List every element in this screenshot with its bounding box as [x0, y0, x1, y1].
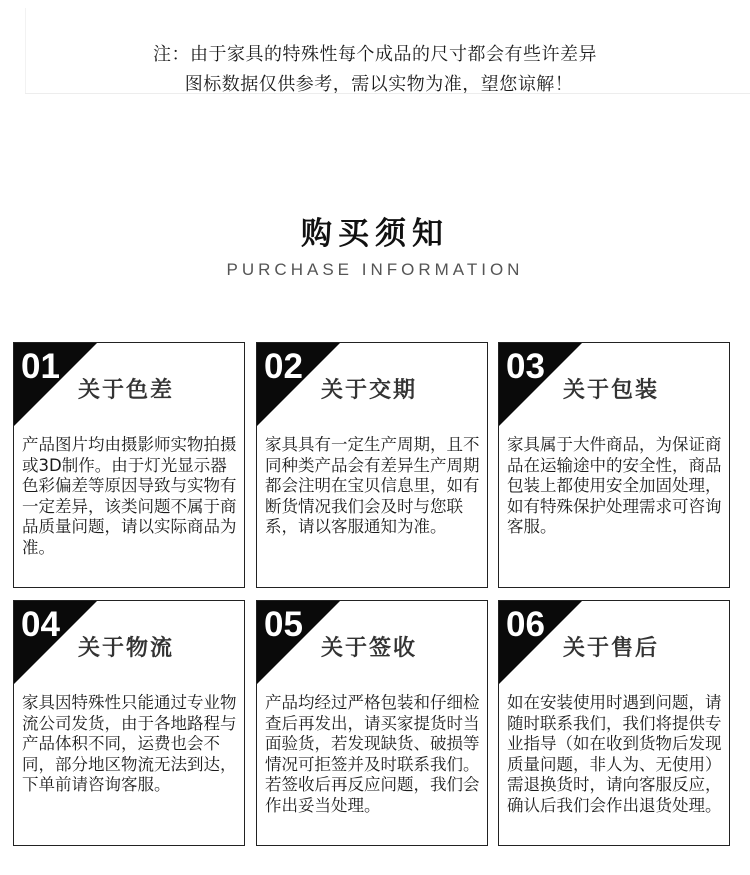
- card-heading: 关于色差: [78, 378, 175, 403]
- card-number: 06: [506, 605, 545, 644]
- card-heading: 关于物流: [78, 636, 175, 661]
- card-heading: 关于交期: [321, 378, 418, 403]
- card-text: 如在安装使用时遇到问题，请随时联系我们，我们将提供专业指导（如在收到货物后发现质量问题，非人为、无使用）需退换货时，请向客服反应，确认后我们会作出退货处理。: [507, 693, 722, 815]
- card-text: 产品图片均由摄影师实物拍摄或3D制作。由于灯光显示器色彩偏差等原因导致与实物有一定差异，该类问题不属于商品质量问题，请以实际商品为准。: [22, 435, 237, 557]
- card-heading: 关于包装: [563, 378, 660, 403]
- disclaimer-divider: [25, 93, 750, 94]
- card-text: 产品均经过严格包装和仔细检查后再发出，请买家提货时当面验货，若发现缺货、破损等情况可拒签并及时联系我们。若签收后再反应问题，我们会作出妥当处理。: [265, 693, 480, 815]
- card-number: 03: [506, 347, 545, 386]
- info-card-signing: [256, 600, 488, 846]
- info-card-color-difference: [13, 342, 245, 588]
- card-text: 家具属于大件商品，为保证商品在运输途中的安全性，商品包装上都使用安全加固处理，如有特殊保护处理需求可咨询客服。: [507, 435, 722, 537]
- info-card-packaging: [498, 342, 730, 588]
- card-heading: 关于签收: [321, 636, 418, 661]
- info-card-after-sales: [498, 600, 730, 846]
- card-number: 01: [21, 347, 60, 386]
- size-disclaimer: [0, 40, 750, 100]
- card-number: 04: [21, 605, 60, 644]
- card-text: 家具因特殊性只能通过专业物流公司发货，由于各地路程与产品体积不同，运费也会不同，部分地区物流无法到达，下单前请咨询客服。: [22, 693, 237, 795]
- disclaimer-line-1: 注：由于家具的特殊性每个成品的尺寸都会有些许差异: [153, 44, 597, 65]
- card-number: 05: [264, 605, 303, 644]
- card-number: 02: [264, 347, 303, 386]
- card-heading: 关于售后: [563, 636, 660, 661]
- section-subtitle: PURCHASE INFORMATION: [226, 260, 524, 279]
- disclaimer-line-2: 图标数据仅供参考，需以实物为准，望您谅解！: [184, 74, 574, 95]
- section-title: 购买须知: [301, 216, 449, 252]
- info-card-delivery-time: [256, 342, 488, 588]
- card-text: 家具具有一定生产周期，且不同种类产品会有差异生产周期都会注明在宝贝信息里，如有断货情况我们会及时与您联系，请以客服通知为准。: [265, 435, 480, 537]
- info-card-logistics: [13, 600, 245, 846]
